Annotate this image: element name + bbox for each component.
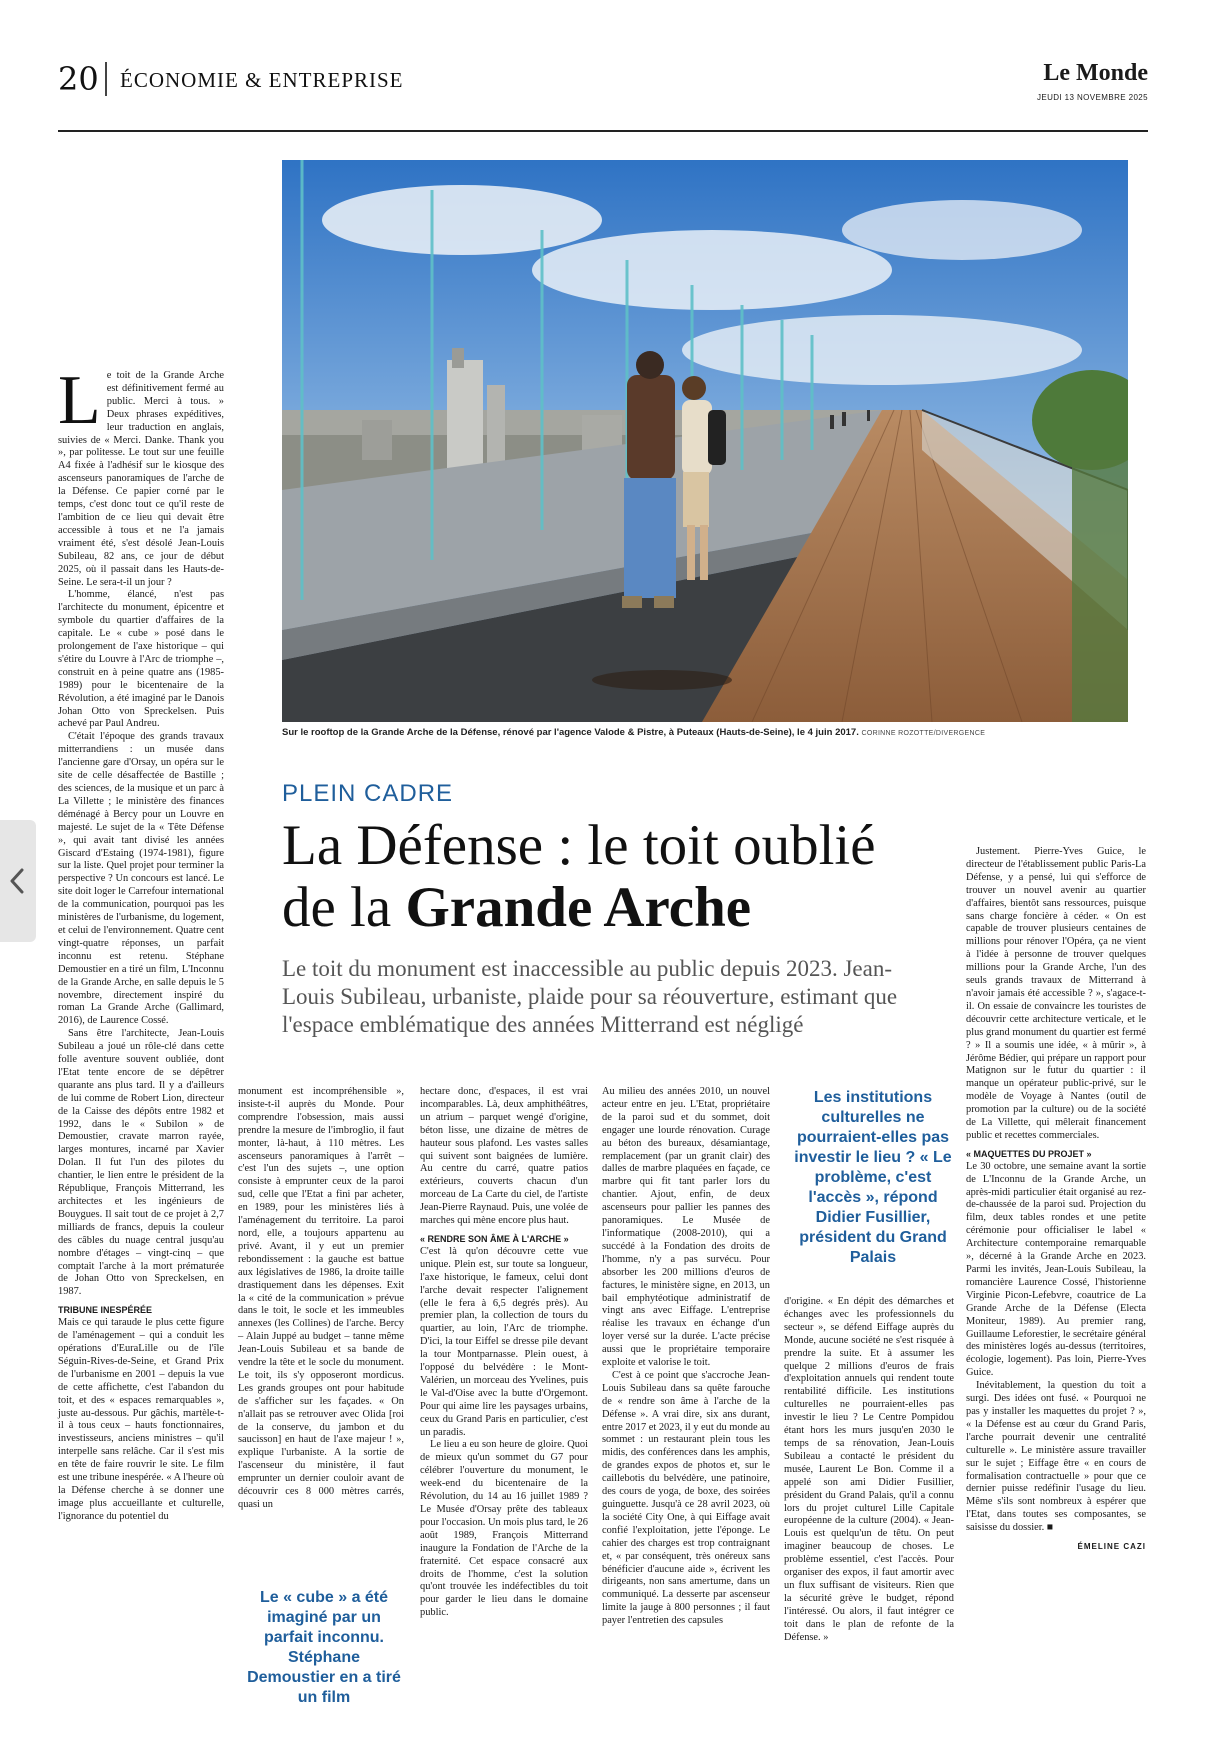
page-number: 20 — [58, 60, 99, 98]
section-title: ÉCONOMIE & ENTREPRISE — [120, 68, 404, 92]
subheading: « MAQUETTES DU PROJET » — [966, 1148, 1092, 1159]
paragraph: C'est là qu'on découvre cette vue unique. Plein est, sur toute sa longueur, l'axe historique, le fameux, celui dont l'arche devait respecter l'alignement (elle le fera à 6,5 degrés près). Au premier plan, la collection de tours du quartier, au loin, l'Arc de triomphe. D'ici, la tour Eiffel se dresse pile devant la tour Montparnasse. Plein ouest, à l'opposé du belvédère : le Mont-Valérien, un morceau des Yvelines, puis le Val-d'Oise avec la butte d'Orgemont. Pour qui aime lire les paysages urbains, ceux du Grand Paris en particulier, c'est un paradis. — [420, 1245, 588, 1438]
photo-caption — [282, 727, 1142, 738]
article-column-6 — [966, 846, 1146, 1554]
pull-quote-1: Le « cube » a été imaginé par un parfait inconnu. Stéphane Demoustier en a tiré un film — [247, 1589, 401, 1706]
subheading: TRIBUNE INESPÉRÉE — [58, 1305, 153, 1316]
article-column-3 — [420, 1086, 588, 1620]
paragraph: monument est incompréhensible », insiste-t-il auprès du Monde. Pour comprendre l'obsession, mais aussi prendre la mesure de l'imbroglio, il faut monter, là-haut, à 110 mètres. Les ascenseurs panoramiques à l'arrêt – c'est l'un des sujets –, une option consiste à emprunter ceux de la paroi sud, celle que l'Etat a fini par acheter, en 1989, pour les ministères liés à l'aménagement du territoire. La paroi nord, elle, a toujours appartenu au privé. Avant, il y eut un premier rebondissement : la gauche est battue aux législatives de 1986, la droite taille drastiquement dans les dépenses. Exit la « cité de la communication » prévue dans le toit, le socle et les immeubles annexes (les Collines) de l'arche. Bercy – Alain Juppé au budget – tanne même Jean-Louis Subileau et sa bande de vendre la tête et le socle du monument. Le toit, ils s'y opposeront mordicus. Les grands groupes ont pour habitude de s'afficher sur les façades. « On n'allait pas se retrouver avec Olida [roi de la conserve, du jambon et du saucisson] en haut de l'axe majeur ! », explique l'urbaniste. A la sortie de l'ascenseur du ministère, il faut emprunter un dernier couloir avant de découvrir ces 8 000 mètres carrés, quasi un — [238, 1086, 404, 1510]
paragraph: hectare donc, d'espaces, il est vrai incomparables. Là, deux amphithéâtres, un atrium – parquet wengé d'origine, béton lisse, une dizaine de mètres de hauteur sous plafond. Les vastes salles qui suivent sont baignées de lumière. Au centre du carré, quatre patios extérieurs, couverts chacun d'un morceau de La Carte du ciel, de l'artiste Jean-Pierre Raynaud. Puis, une volée de marches qui mène encore plus haut. — [420, 1086, 588, 1227]
paragraph: Mais ce qui taraude le plus cette figure de l'aménagement – qui a conduit les opérations d'EuraLille ou de l'île Séguin-Rives-de-Seine, et Grand Prix de l'urbanisme en 2001 – depuis la vue de cette affichette, c'est l'abandon du toit, et des « espaces remarquables », juste au-dessous. Pur gâchis, martèle-t-il à tous ceux – hauts fonctionnaires, investisseurs, anciens ministres – qu'il interpelle sans relâche. Car il s'est mis en tête de faire rouvrir le site. Le film est une tribune inespérée. « A l'heure où la Défense cherche à se donner une image plus accueillante et culturelle, l'ignorance du potentiel du — [58, 1317, 224, 1522]
issue-date: JEUDI 13 NOVEMBRE 2025 — [1036, 93, 1148, 102]
photo-credit: CORINNE ROZOTTE/DIVERGENCE — [861, 730, 986, 737]
paragraph: Inévitablement, la question du toit a surgi. Des idées ont fusé. « Pourquoi ne pas y installer les maquettes du projet ? », « la Défense est au cœur du Grand Paris, l'arche pourrait devenir une centralité culturelle ». Le ministère assure travailler sur le sujet ; Eiffage être « en cours de formalisation contractuelle » pour que ce dernier puisse redéfinir l'usage du lieu. Même s'ils sont nombreux à espérer que l'Etat, dans toutes ses composantes, se saisisse du dossier. ■ — [966, 1380, 1146, 1534]
paragraph: Justement. Pierre-Yves Guice, le directeur de l'établissement public Paris-La Défense, y a pensé, lui qui s'efforce de trouver un nouvel avenir au quartier d'affaires, bientôt sans ressources, puisque sans charge foncière à céder. « On est capable de trouver plusieurs centaines de millions pour rénover l'Opéra, ça ne vient à l'idée à personne de trouver quelques millions pour la Grande Arche, l'un des seuls grands travaux de Mitterrand à n'avoir jamais été accessible ? », s'agace-t-il. On essaie de convaincre les touristes de découvrir cette architecture verticale, et le plus grand monument du quartier est fermé ? » Il a soumis une idée, « à mûrir », à Jérôme Bédier, qui prépare un rapport pour Matignon sur le futur du quartier : il manque un opérateur public-privé, sur le modèle de Voyage à Nantes (outil de promotion par la culture) ou de la société de La Villette, qui mêlerait financement public et recettes commerciales. — [966, 846, 1146, 1141]
header-divider — [105, 62, 107, 96]
subheading: « RENDRE SON ÂME À L'ARCHE » — [420, 1233, 569, 1244]
paragraph: Le lieu a eu son heure de gloire. Quoi de mieux qu'un sommet du G7 pour célébrer l'ouverture du monument, le week-end du bicentenaire de la Révolution, du 14 au 16 juillet 1989 ? Le Musée d'Orsay prête des tableaux pour l'occasion. Un mois plus tard, le 26 août 1989, François Mitterrand inaugure la Fondation de l'Arche de la fraternité. Cet espace consacré aux droits de l'homme, c'est la solution qu'ont trouvée les indéfectibles du toit pour garder le lieu dans le domaine public. — [420, 1439, 588, 1619]
headline-main: La Défense : le toit oublié de la — [282, 814, 876, 939]
article-headline — [282, 815, 942, 939]
paragraph: L'homme, élancé, n'est pas l'architecte du monument, épicentre et symbole du quartier d'affaires de la capitale. Le « cube » posé dans le prolongement de l'axe historique – qui s'étire du Louvre à l'Arc de triomphe –, construit en à peine quatre ans (1985-1989) pour le bicentenaire de la Révolution, a été imaginé par le Danois Johan Otto von Spreckelsen. Puis achevé par Paul Andreu. — [58, 589, 224, 730]
page-header — [58, 50, 1148, 100]
drop-cap: L — [58, 362, 101, 439]
article-column-5 — [784, 1296, 954, 1644]
headline-bold: Grande Arche — [405, 876, 752, 939]
author-signature: ÉMELINE CAZI — [1077, 1542, 1146, 1552]
pull-quote-2: Les institutions culturelles ne pourraient-elles pas investir le lieu ? « Le problème, c'est l'accès », répond Didier Fusillier, président du Grand Palais — [794, 1089, 952, 1266]
article-column-4 — [602, 1086, 770, 1628]
paragraph: d'origine. « En dépit des démarches et échanges avec les professionnels du secteur », se défend Eiffage auprès du Monde, aucune société ne s'est risquée à prendre la suite. Et à assumer les quelque 2 millions d'euros de frais d'exploitation annuels qui rendent toute rentabilité difficile. Les institutions culturelles ne pourraient-elles pas investir le lieu ? Le Centre Pompidou étant hors les murs jusqu'en 2030 le temps de sa rénovation, Jean-Louis Subileau a contacté le président du musée, Laurent Le Bon. Comme il a appelé son ami Didier Fusillier, président du Grand Palais, qu'il a connu lors du projet culturel Lille Capitale européenne de la culture (2004). « Jean-Louis est quelqu'un de têtu. On peut imaginer beaucoup de choses. Le problème essentiel, c'est l'accès. Pour organiser des expos, il faut amortir avec un flux suffisant de visiteurs. Rien que la sécurité grève le budget, répond l'intéressé. Ou alors, il faut intégrer ce toit dans le plan de refonte de la Défense. » — [784, 1296, 954, 1643]
header-rule — [58, 130, 1148, 132]
paragraph: C'était l'époque des grands travaux mitterrandiens : un musée dans l'ancienne gare d'Orsay, un opéra sur le site de celle désaffectée de Bastille ; des sciences, de la musique et un parc à La Villette ; le ministère des finances déménagé à Bercy pour un Louvre en majesté. Le sujet de la « Tête Défense », qui avait tant divisé les années Giscard d'Estaing (1974-1981), figure sur la liste. Quel projet pour terminer la perspective ? Un concours est lancé. Le site doit loger le Carrefour international de la communication, pourquoi pas les ministères de l'urbanisme, du logement, et celui de l'environnement. Quatre cent vingt-quatre réponses, un parfait inconnu est retenu. Stéphane Demoustier en a tiré un film, L'Inconnu de la Grande Arche, en salle depuis le 5 novembre, directement inspiré du roman La Grande Arche (Gallimard, 2016), de Laurence Cossé. — [58, 731, 224, 1027]
paragraph: Le 30 octobre, une semaine avant la sortie de L'Inconnu de la Grande Arche, un après-midi particulier était organisé au rez-de-chaussée de la paroi sud. Projection du film, deux tables rondes et une petite cérémonie pour officialiser le label « Architecture contemporaine remarquable », décerné à la Grande Arche en 2023. Parmi les invités, Jean-Louis Subileau, la romancière Laurence Cossé, l'historienne Virginie Picon-Lefebvre, coautrice de La Grande Arche de la Défense (Electa Moniteur, 1989). Au premier rang, Guillaume Leforestier, le secrétaire général des ministères logés au-dessus (territoires, écologie, logement). Pas loin, Pierre-Yves Guice. — [966, 1160, 1146, 1379]
article-column-2 — [238, 1086, 404, 1512]
caption-text: Sur le rooftop de la Grande Arche de la Défense, rénové par l'agence Valode & Pistre, à Puteaux (Hauts-de-Seine), le 4 juin 2017. — [282, 727, 859, 738]
paragraph: Au milieu des années 2010, un nouvel acteur entre en jeu. L'Etat, propriétaire de la paroi sud et du sommet, doit engager une lourde rénovation. Curage au béton des bureaux, désamiantage, remplacement (par un granit clair) des dalles de marbre plaquées en façade, ce marbre qui fit tant parler lors du chantier. Ajout, enfin, de deux ascenseurs pour pallier les pannes des panoramiques. Le Musée de l'informatique (2008-2010), qui a succédé à la Fondation des droits de l'homme, n'y a pas survécu. Pour absorber les 200 millions d'euros de factures, le ministère signe, en 2013, un bail emphytéotique administratif de vingt ans avec Eiffage. L'entreprise réalise les travaux en échange d'un loyer versé sur la durée. L'acte précise aussi que le propriétaire temporaire exploite et valorise le toit. — [602, 1086, 770, 1369]
article-kicker: PLEIN CADRE — [282, 780, 454, 807]
previous-page-tab[interactable] — [0, 820, 36, 942]
paragraph: C'est à ce point que s'accroche Jean-Louis Subileau dans sa quête farouche de « rendre son âme à l'arche de la Défense ». A vrai dire, six ans durant, entre 2017 et 2023, il y eut du monde au sommet : un restaurant plein tous les midis, des conférences dans les amphis, de grandes expos de photos et, sur le caillebotis du belvédère, une patinoire, des cours de yoga, de boxe, des soirées guinguette. Jusqu'à ce 28 avril 2023, où la société City One, à qui Eiffage avait confié l'exploitation, jette l'éponge. Le cahier des charges est trop contraignant et, « par conséquent, très onéreux sans bénéficier d'aucune aide », écrivent les dirigeants, non sans amertume, dans un communiqué. La desserte par ascenseur limite la jauge à 800 personnes ; il faut payer l'entretien des capsules — [602, 1369, 770, 1627]
article-standfirst: Le toit du monument est inaccessible au public depuis 2023. Jean-Louis Subileau, urbaniste, plaide pour sa réouverture, estimant que l'espace emblématique des années Mitterrand est négligé — [282, 956, 898, 1037]
masthead-logo: Le Monde — [1043, 60, 1148, 86]
rooftop-photo — [282, 160, 1128, 722]
article-column-1 — [58, 362, 224, 1524]
paragraph-lede: Le toit de la Grande Arche est définitivement fermé au public. Merci à tous. » Deux phrases expéditives, leur traduction en anglais, suivies de « Merci. Danke. Thank you », par politesse. Le tout sur une feuille A4 fixée à l'adhésif sur le kiosque des ascenseurs panoramiques de l'arche de la Défense. Ce papier corné par le temps, c'est donc tout ce qu'il reste de l'ambition de ce lieu qui devait être accessible à tous et ne l'a jamais vraiment été, s'est désolé Jean-Louis Subileau, 82 ans, ce jour de début 2025, où il passait dans les Hauts-de-Seine. Le sera-t-il un jour ? — [58, 362, 224, 588]
chevron-left-icon — [0, 820, 36, 942]
paragraph: Sans être l'architecte, Jean-Louis Subileau a joué un rôle-clé dans cette folle aventure souvent oubliée, dont l'Etat tente encore de se dépêtrer quarante ans plus tard. Il y a d'ailleurs de lui comme de Robert Lion, directeur de la Caisse des dépôts entre 1982 et 1992, dans le « Subilon » de Demoustier, cravate marron rayée, larges montures, incarné par Xavier Dolan. Il fut l'un des pilotes du chantier, le lien entre le président de la République, François Mitterrand, les architectes et les ingénieurs de Bouygues. Il sait tout de ce projet à 2,7 milliards de francs, depuis la couleur des câbles du nuage central jusqu'au nombre d'étages – vingt-cinq – que comptait l'arche à la mort prématurée de Johan Otto von Spreckelsen, en 1987. — [58, 1028, 224, 1298]
